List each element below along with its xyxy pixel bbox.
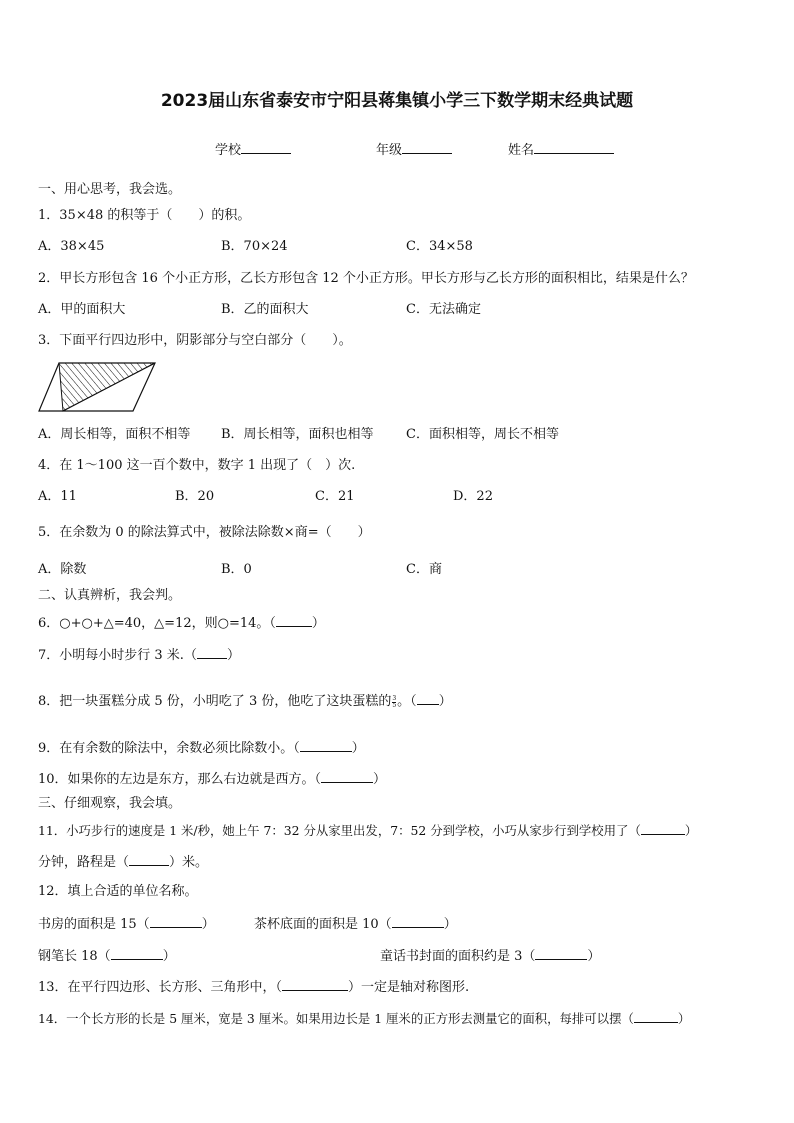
question-14: 14．一个长方形的长是 5 厘米，宽是 3 厘米。如果用边长是 1 厘米的正方形去测量它的面积，每排可以摆（ ）	[38, 1011, 691, 1026]
q13-answer-blank[interactable]	[282, 978, 348, 991]
name-blank[interactable]	[534, 141, 614, 154]
q4-option-b[interactable]: B．20	[175, 489, 215, 504]
q8-answer-blank[interactable]	[417, 692, 439, 705]
question-9: 9．在有余数的除法中，余数必须比除数小。（ ）	[38, 741, 365, 756]
question-11-line2: 分钟，路程是（ ）米。	[38, 855, 209, 870]
q5-option-c[interactable]: C．商	[406, 562, 442, 577]
q12-item-a: 书房的面积是 15（ ）	[38, 917, 215, 932]
q2-option-b[interactable]: B．乙的面积大	[221, 302, 309, 317]
fraction-three-fifths: $\frac{3}{5}$	[392, 695, 397, 709]
question-7: 7．小明每小时步行 3 米.（ ）	[38, 648, 240, 663]
section-heading-1: 一、用心思考，我会选。	[38, 182, 182, 197]
school-field	[215, 141, 291, 159]
question-13: 13．在平行四边形、长方形、三角形中，（ ）一定是轴对称图形.	[38, 980, 470, 995]
question-11: 11．小巧步行的速度是 1 米/秒，她上午 7：32 分从家里出发，7：52 分到学校，小巧从家步行到学校用了（ ）	[38, 823, 698, 838]
section-heading-2: 二、认真辨析，我会判。	[38, 588, 182, 603]
school-blank[interactable]	[241, 141, 291, 154]
q1-option-c[interactable]: C．34×58	[406, 239, 473, 254]
grade-field	[376, 141, 452, 159]
q14-answer-blank[interactable]	[634, 1010, 678, 1023]
parallelogram-figure	[37, 361, 159, 413]
q6-answer-blank[interactable]	[276, 614, 312, 627]
question-1: 1．35×48 的积等于（ ）的积。	[38, 208, 251, 223]
q9-answer-blank[interactable]	[300, 739, 352, 752]
question-6: 6．○+○+△=40，△=12，则○=14。（ ）	[38, 616, 325, 631]
grade-blank[interactable]	[402, 141, 452, 154]
q12-d-blank[interactable]	[535, 947, 587, 960]
q3-option-a[interactable]: A．周长相等，面积不相等	[38, 427, 191, 442]
q3-option-b[interactable]: B．周长相等，面积也相等	[221, 427, 374, 442]
grade-label: 年级	[376, 143, 403, 158]
q3-option-c[interactable]: C．面积相等，周长不相等	[406, 427, 559, 442]
section-heading-3: 三、仔细观察，我会填。	[38, 796, 182, 811]
q11-distance-blank[interactable]	[129, 853, 169, 866]
q2-option-c[interactable]: C．无法确定	[406, 302, 481, 317]
q12-c-blank[interactable]	[111, 947, 163, 960]
question-4: 4．在 1～100 这一百个数中，数字 1 出现了（ ）次.	[38, 458, 356, 473]
name-label: 姓名	[508, 143, 535, 158]
q7-answer-blank[interactable]	[197, 646, 227, 659]
school-label: 学校	[215, 143, 242, 158]
q4-option-a[interactable]: A．11	[38, 489, 77, 504]
q4-option-c[interactable]: C．21	[315, 489, 355, 504]
name-field	[508, 141, 614, 159]
question-5: 5．在余数为 0 的除法算式中，被除法除数×商=（ ）	[38, 525, 371, 540]
q12-item-c: 钢笔长 18（ ）	[38, 949, 176, 964]
q5-option-b[interactable]: B．0	[221, 562, 252, 577]
q5-option-a[interactable]: A．除数	[38, 562, 87, 577]
q10-answer-blank[interactable]	[321, 770, 373, 783]
q12-item-b: 茶杯底面的面积是 10（ ）	[254, 917, 457, 932]
q1-option-a[interactable]: A．38×45	[38, 239, 105, 254]
q12-item-d: 童话书封面的面积约是 3（ ）	[380, 949, 601, 964]
question-3: 3．下面平行四边形中，阴影部分与空白部分（ ）。	[38, 333, 352, 348]
q2-option-a[interactable]: A．甲的面积大	[38, 302, 126, 317]
question-8: 8．把一块蛋糕分成 5 份，小明吃了 3 份，他吃了这块蛋糕的 $\frac{3}{5}$ 。（ ）	[38, 694, 452, 709]
q11-minutes-blank[interactable]	[641, 822, 685, 835]
q12-b-blank[interactable]	[392, 915, 444, 928]
question-2: 2．甲长方形包含 16 个小正方形，乙长方形包含 12 个小正方形。甲长方形与乙长方形的面积相比，结果是什么？	[38, 271, 694, 286]
q12-a-blank[interactable]	[150, 915, 202, 928]
q1-option-b[interactable]: B．70×24	[221, 239, 288, 254]
question-12: 12．填上合适的单位名称。	[38, 884, 198, 899]
page-title: 2023届山东省泰安市宁阳县蒋集镇小学三下数学期末经典试题	[160, 91, 634, 111]
q4-option-d[interactable]: D．22	[453, 489, 493, 504]
question-10: 10．如果你的左边是东方，那么右边就是西方。（ ）	[38, 772, 387, 787]
